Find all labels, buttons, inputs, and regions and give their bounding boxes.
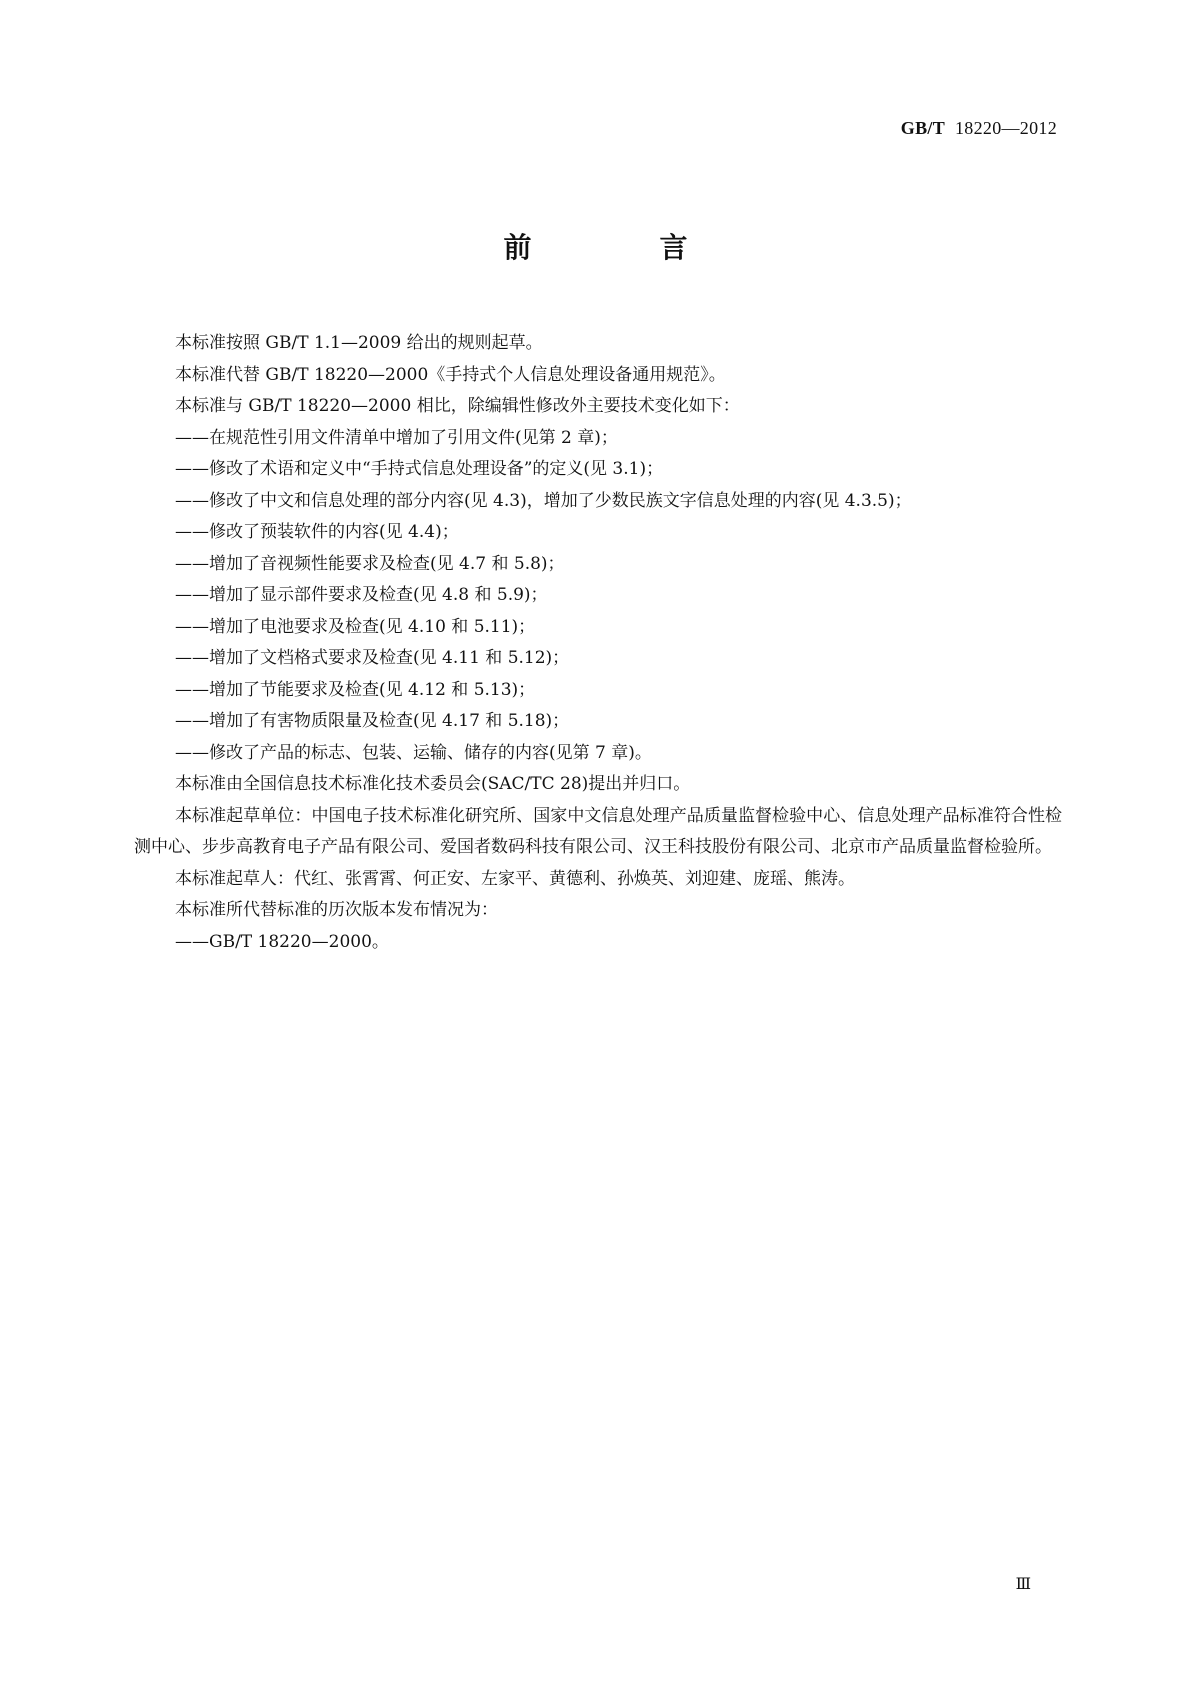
change-item: ——修改了术语和定义中“手持式信息处理设备”的定义(见 3.1)； (175, 459, 664, 479)
change-item: ——增加了显示部件要求及检查(见 4.8 和 5.9)； (175, 585, 548, 605)
change-item: ——增加了文档格式要求及检查(见 4.11 和 5.12)； (175, 648, 570, 668)
change-item: ——增加了有害物质限量及检查(见 4.17 和 5.18)； (175, 711, 570, 731)
standard-number: 18220—2012 (955, 118, 1057, 138)
change-item: ——修改了中文和信息处理的部分内容(见 4.3)，增加了少数民族文字信息处理的内容(见 4.3.5)； (175, 490, 912, 511)
paragraph-changes-intro: 本标准与 GB/T 18220—2000 相比，除编辑性修改外主要技术变化如下： (175, 396, 740, 416)
change-item: ——修改了预装软件的内容(见 4.4)； (175, 522, 459, 542)
standard-code (901, 118, 1057, 139)
change-item: ——增加了音视频性能要求及检查(见 4.7 和 5.8)； (175, 553, 565, 574)
standard-prefix: GB/T (900, 118, 945, 138)
change-item: ——修改了产品的标志、包装、运输、储存的内容(见第 7 章)。 (175, 742, 652, 763)
paragraph-history-intro: 本标准所代替标准的历次版本发布情况为： (175, 900, 498, 920)
page-title: 前 言 (503, 231, 738, 264)
change-item: ——增加了电池要求及检查(见 4.10 和 5.11)； (175, 616, 536, 637)
paragraph-replaces: 本标准代替 GB/T 18220—2000《手持式个人信息处理设备通用规范》。 (175, 364, 726, 385)
change-item: ——增加了节能要求及检查(见 4.12 和 5.13)； (175, 679, 536, 700)
paragraph-drafters: 本标准起草人：代红、张霄霄、何正安、左家平、黄德利、孙焕英、刘迎建、庞瑶、熊涛。 (175, 868, 855, 889)
change-item: ——在规范性引用文件清单中增加了引用文件(见第 2 章)； (175, 427, 618, 448)
paragraph-proposer: 本标准由全国信息技术标准化技术委员会(SAC/TC 28)提出并归口。 (175, 774, 691, 794)
foreword-body (134, 328, 1062, 958)
paragraph-drafting-units: 本标准起草单位：中国电子技术标准化研究所、国家中文信息处理产品质量监督检验中心、信息处理产品标准符合性检测中心、步步高教育电子产品有限公司、爱国者数码科技有限公司、汉王科技股份有限公司、北京市产品质量监督检验所。 (134, 805, 1062, 857)
paragraph-drafting-rules: 本标准按照 GB/T 1.1—2009 给出的规则起草。 (175, 333, 543, 353)
history-item: ——GB/T 18220—2000。 (175, 931, 389, 952)
page-number: Ⅲ (1015, 1576, 1031, 1593)
